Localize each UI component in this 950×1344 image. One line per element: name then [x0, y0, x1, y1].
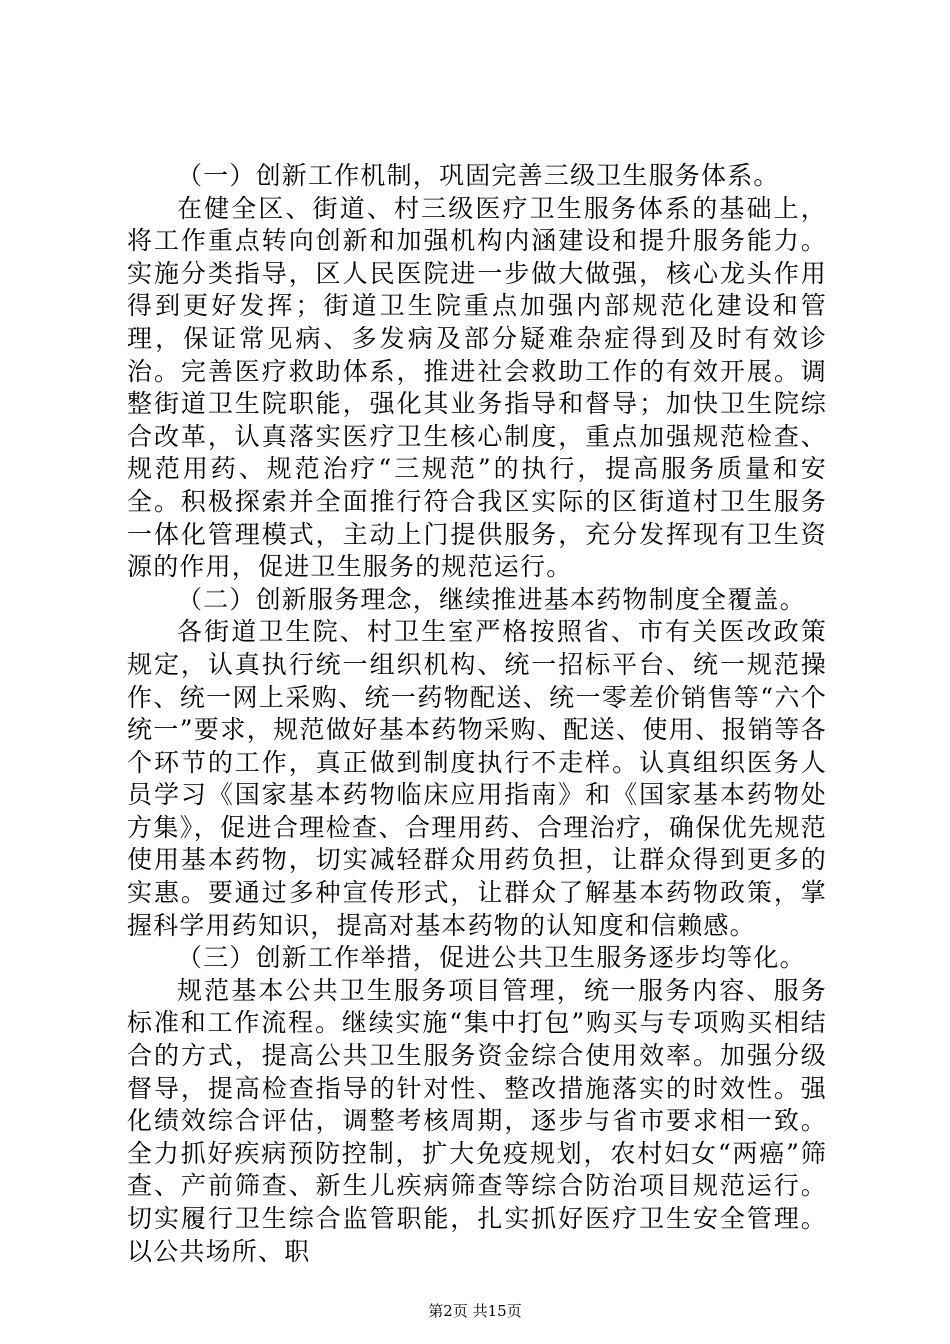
section-heading-1: （一）创新工作机制，巩固完善三级卫生服务体系。	[177, 161, 780, 190]
section-heading-3: （三）创新工作举措，促进公共卫生服务逐步均等化。	[177, 943, 806, 973]
page-number-footer: 第2页 共15页	[428, 1302, 522, 1320]
section-heading-2: （二）创新服务理念，继续推进基本药物制度全覆盖。	[177, 584, 806, 614]
body-paragraph-1: 在健全区、街道、村三级医疗卫生服务体系的基础上，将工作重点转向创新和加强机构内涵建设和提升服务能力。实施分类指导，区人民医院进一步做大做强，核心龙头作用得到更好发挥；街道卫生院重点加强内部规范化建设和管理，保证常见病、多发病及部分疑难杂症得到及时有效诊治。完善医疗救助体系，推进社会救助工作的有效开展。调整街道卫生院职能，强化其业务指导和督导；加快卫生院综合改革，认真落实医疗卫生核心制度，重点加强规范检查、规范用药、规范治疗“三规范”的执行，提高服务质量和安全。积极探索并全面推行符合我区实际的区街道村卫生服务一体化管理模式，主动上门提供服务，充分发挥现有卫生资源的作用，促进卫生服务的规范运行。	[127, 193, 827, 582]
document-body	[127, 160, 827, 1268]
body-paragraph-2: 各街道卫生院、村卫生室严格按照省、市有关医改政策规定，认真执行统一组织机构、统一招标平台、统一规范操作、统一网上采购、统一药物配送、统一零差价销售等“六个统一”要求，规范做好基本药物采购、配送、使用、报销等各个环节的工作，真正做到制度执行不走样。认真组织医务人员学习《国家基本药物临床应用指南》和《国家基本药物处方集》，促进合理检查、合理用药、合理治疗，确保优先规范使用基本药物，切实减轻群众用药负担，让群众得到更多的实惠。要通过多种宣传形式，让群众了解基本药物政策，掌握科学用药知识，提高对基本药物的认知度和信赖感。	[127, 617, 827, 940]
body-paragraph-3: 规范基本公共卫生服务项目管理，统一服务内容、服务标准和工作流程。继续实施“集中打包”购买与专项购买相结合的方式，提高公共卫生服务资金综合使用效率。加强分级督导，提高检查指导的针对性、整改措施落实的时效性。强化绩效综合评估，调整考核周期，逐步与省市要求相一致。全力抓好疾病预防控制，扩大免疫规划，农村妇女“两癌”筛查、产前筛查、新生儿疾病筛查等综合防治项目规范运行。切实履行卫生综合监管职能，扎实抓好医疗卫生安全管理。以公共场所、职	[127, 975, 827, 1266]
